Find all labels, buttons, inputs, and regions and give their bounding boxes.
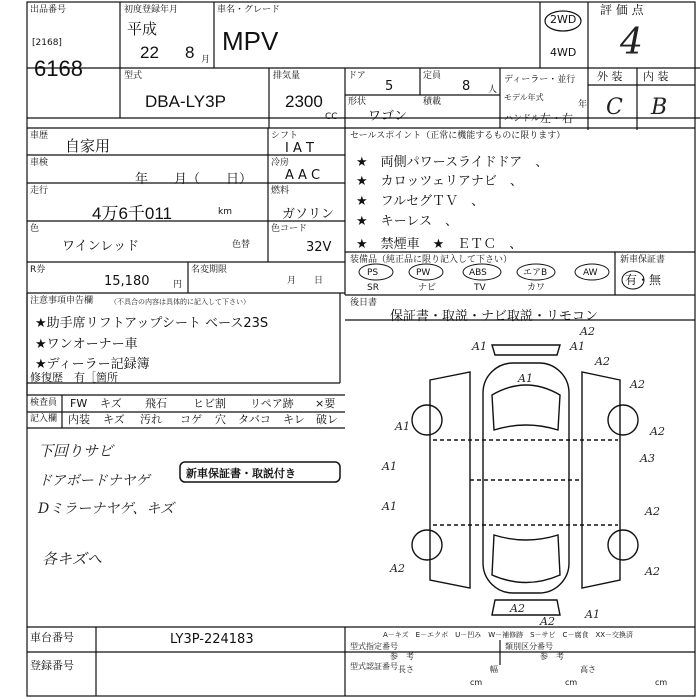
notes-label: 注意事項申告欄 <box>30 296 94 306</box>
dealer-label: ディーラー・並行 <box>504 75 576 85</box>
color-change-label: 色替 <box>232 240 251 250</box>
insp-fw: FW <box>70 397 88 410</box>
insp-burn: コゲ <box>180 413 202 426</box>
dmg-front-side: A2 <box>595 355 610 368</box>
color-label: 色 <box>30 224 40 234</box>
capacity-label: 定員 <box>423 71 442 81</box>
dmg-rl-door: A1 <box>382 500 397 513</box>
model-label: 型式 <box>124 71 143 81</box>
insp-dirt: 汚れ <box>140 413 162 426</box>
shape-label: 形状 <box>348 97 367 107</box>
model-value: DBA-LY3P <box>145 92 226 111</box>
shaken-label: 車検 <box>30 158 49 168</box>
color-code: 32V <box>306 240 332 255</box>
handle-value: 左・右 <box>540 112 573 125</box>
length-label: 長さ <box>398 665 414 674</box>
hw-note-2: ドアボードナヤゲ <box>38 473 150 489</box>
inspector-label-2: 記入欄 <box>30 414 58 424</box>
reg-era: 平成 <box>127 21 158 38</box>
car-label: 車名・グレード <box>217 5 281 15</box>
sales-item-3: ★ フルセグＴＶ 、 <box>356 194 485 209</box>
load-label: 積載 <box>423 97 442 107</box>
dmg-hood: A1 <box>518 372 533 385</box>
category-no-label: 類別区分番号 <box>505 642 553 651</box>
equip-abs: ABS <box>469 268 487 278</box>
mileage-label: 走行 <box>30 186 49 196</box>
notes-sub: （不具合の内容は具体的に記入して下さい） <box>110 298 250 306</box>
capacity-unit: 人 <box>488 85 498 95</box>
displacement-label: 排気量 <box>273 71 301 81</box>
history-value: 自家用 <box>65 138 111 155</box>
after-label: 後日書 <box>350 298 378 308</box>
insp-cut: キレ <box>283 413 305 426</box>
equip-sr: SR <box>367 283 379 293</box>
after-value: 保証書・取説・ナビ取説・リモコン <box>390 309 599 324</box>
color-value: ワインレッド <box>62 239 140 254</box>
doors-label: ドア <box>348 71 366 81</box>
note-item-2: ★ワンオーナー車 <box>35 337 138 352</box>
lot-number: 6168 <box>34 56 83 81</box>
sales-item-2: ★ カロッツェリアナビ 、 <box>356 174 523 189</box>
insp-scratch: キズ <box>100 397 122 410</box>
equip-airbag: エアB <box>523 268 548 278</box>
equip-tv: TV <box>474 283 486 293</box>
dmg-fr-door-2: A3 <box>640 452 655 465</box>
lot-code: [2168] <box>32 38 62 48</box>
height-label: 高さ <box>580 665 596 674</box>
dmg-rear: A2 <box>510 602 525 615</box>
height-unit: cm <box>655 678 668 687</box>
displacement-value: 2300 <box>285 92 323 111</box>
shift-value: I A T <box>285 141 314 156</box>
width-label: 幅 <box>490 665 498 674</box>
inspector-label-1: 検査員 <box>30 398 58 408</box>
interior-value: B <box>651 95 668 120</box>
reg-month-unit: 月 <box>201 55 211 65</box>
dmg-fl-fender: A1 <box>395 420 410 433</box>
mileage-unit: km <box>218 207 232 217</box>
category-no-ref: 参 考 <box>540 652 564 661</box>
warranty-stamp: 新車保証書・取説付き <box>186 467 296 480</box>
type-no-ref: 参 考 <box>390 652 414 661</box>
insp-interior: 内装 <box>68 413 90 426</box>
width-unit: cm <box>565 678 578 687</box>
insp-hole: 穴 <box>215 413 226 426</box>
capacity-value: 8 <box>462 79 471 94</box>
dmg-front-left: A1 <box>472 340 487 353</box>
name-change-label: 名変期限 <box>191 265 228 275</box>
equip-ps: PS <box>367 268 379 278</box>
repair-history: 修復歴 有［箇所 <box>30 371 118 384</box>
drive-2wd: 2WD <box>550 13 577 26</box>
dmg-rl-quarter: A2 <box>390 562 405 575</box>
exterior-value: C <box>606 95 623 120</box>
car-diagram <box>412 345 638 615</box>
shift-label: シフト <box>271 131 299 141</box>
r-ticket-unit: 円 <box>173 280 183 290</box>
ac-label: 冷房 <box>271 158 290 168</box>
sales-item-1: ★ 両側パワースライドドア 、 <box>356 155 549 170</box>
note-item-1: ★助手席リフトアップシート ベース23S <box>35 316 269 331</box>
dmg-bumper: A2 <box>540 615 555 628</box>
dmg-rr-door: A2 <box>645 505 660 518</box>
dmg-fr-door: A2 <box>650 425 665 438</box>
note-item-3: ★ディーラー記録簿 <box>35 357 150 372</box>
equip-aw: AW <box>583 268 598 278</box>
dmg-fr-fender: A2 <box>630 378 645 391</box>
registration-label: 登録番号 <box>30 659 74 672</box>
warranty-label: 新車保証書 <box>620 255 666 265</box>
insp-crack: ヒビ割 <box>193 397 226 410</box>
dmg-rear-right: A1 <box>585 608 600 621</box>
score-value: 4 <box>620 22 643 63</box>
ac-value: A A C <box>285 168 321 183</box>
insp-chip: 飛石 <box>145 397 167 410</box>
fuel-value: ガソリン <box>282 207 335 222</box>
hw-note-1: 下回りサビ <box>38 442 114 460</box>
model-year-label: モデル年式 <box>504 93 544 102</box>
warranty-value: 有・無 <box>625 273 662 287</box>
length-unit: cm <box>470 678 483 687</box>
score-label: 評 価 点 <box>600 3 644 17</box>
doors-value: 5 <box>385 79 394 94</box>
dmg-front-top: A2 <box>580 325 595 338</box>
equipment-label: 装備品（純正品に限り記入して下さい） <box>350 255 513 265</box>
reg-month: 8 <box>185 43 195 62</box>
exterior-label: 外 装 <box>597 70 623 83</box>
reg-year: 22 <box>140 43 159 62</box>
insp-tobacco: タバコ <box>238 413 271 426</box>
dmg-fl-door: A1 <box>382 460 397 473</box>
shape-value: ワゴン <box>368 109 408 124</box>
sales-item-4: ★ キーレス 、 <box>356 214 459 229</box>
sales-label: セールスポイント（正常に機能するものに限ります） <box>350 131 566 141</box>
history-label: 車歴 <box>30 131 49 141</box>
handle-label: ハンドル <box>504 114 541 124</box>
equip-leather: カワ <box>527 283 546 293</box>
shaken-value: 年 月（ 日） <box>135 172 253 187</box>
car-name: MPV <box>222 26 279 56</box>
insp-need: ×要 <box>315 397 336 410</box>
insp-repair: リペア跡 <box>250 397 294 410</box>
damage-legend: A－キズ E－エクボ U－凹み W－補修跡 S－サビ C－腐食 XX－交換済 <box>383 631 634 639</box>
drive-4wd: 4WD <box>550 46 577 59</box>
sales-item-5: ★ 禁煙車 ★ ＥＴＣ 、 <box>356 237 523 252</box>
color-code-label: 色コード <box>271 224 308 234</box>
reg-label: 初度登録年月 <box>124 5 179 15</box>
chassis-label: 車台番号 <box>30 631 74 644</box>
insp-int-scratch: キズ <box>103 413 125 426</box>
cert-label: 型式認証番号 <box>350 662 398 671</box>
r-ticket-label: R券 <box>30 265 46 275</box>
displacement-unit: CC <box>325 112 338 122</box>
r-ticket-value: 15,180 <box>104 274 150 289</box>
model-year-unit: 年 <box>578 100 588 110</box>
lot-label: 出品番号 <box>30 5 67 15</box>
equip-pw: PW <box>416 268 431 278</box>
chassis-value: LY3P-224183 <box>170 632 254 647</box>
fuel-label: 燃料 <box>271 186 290 196</box>
dmg-rr-quarter: A2 <box>645 565 660 578</box>
equip-navi: ナビ <box>418 283 437 293</box>
dmg-front-right: A1 <box>570 340 585 353</box>
name-change-value: 月 日 <box>287 276 324 286</box>
interior-label: 内 装 <box>643 70 669 83</box>
mileage-value: 4万6千011 <box>92 204 173 223</box>
hw-note-3: Dミラーナヤゲ、キズ <box>38 501 174 517</box>
insp-tear: 破レ <box>316 413 338 426</box>
hw-note-4: 各キズへ <box>42 550 102 568</box>
type-no-label: 型式指定番号 <box>350 642 398 651</box>
